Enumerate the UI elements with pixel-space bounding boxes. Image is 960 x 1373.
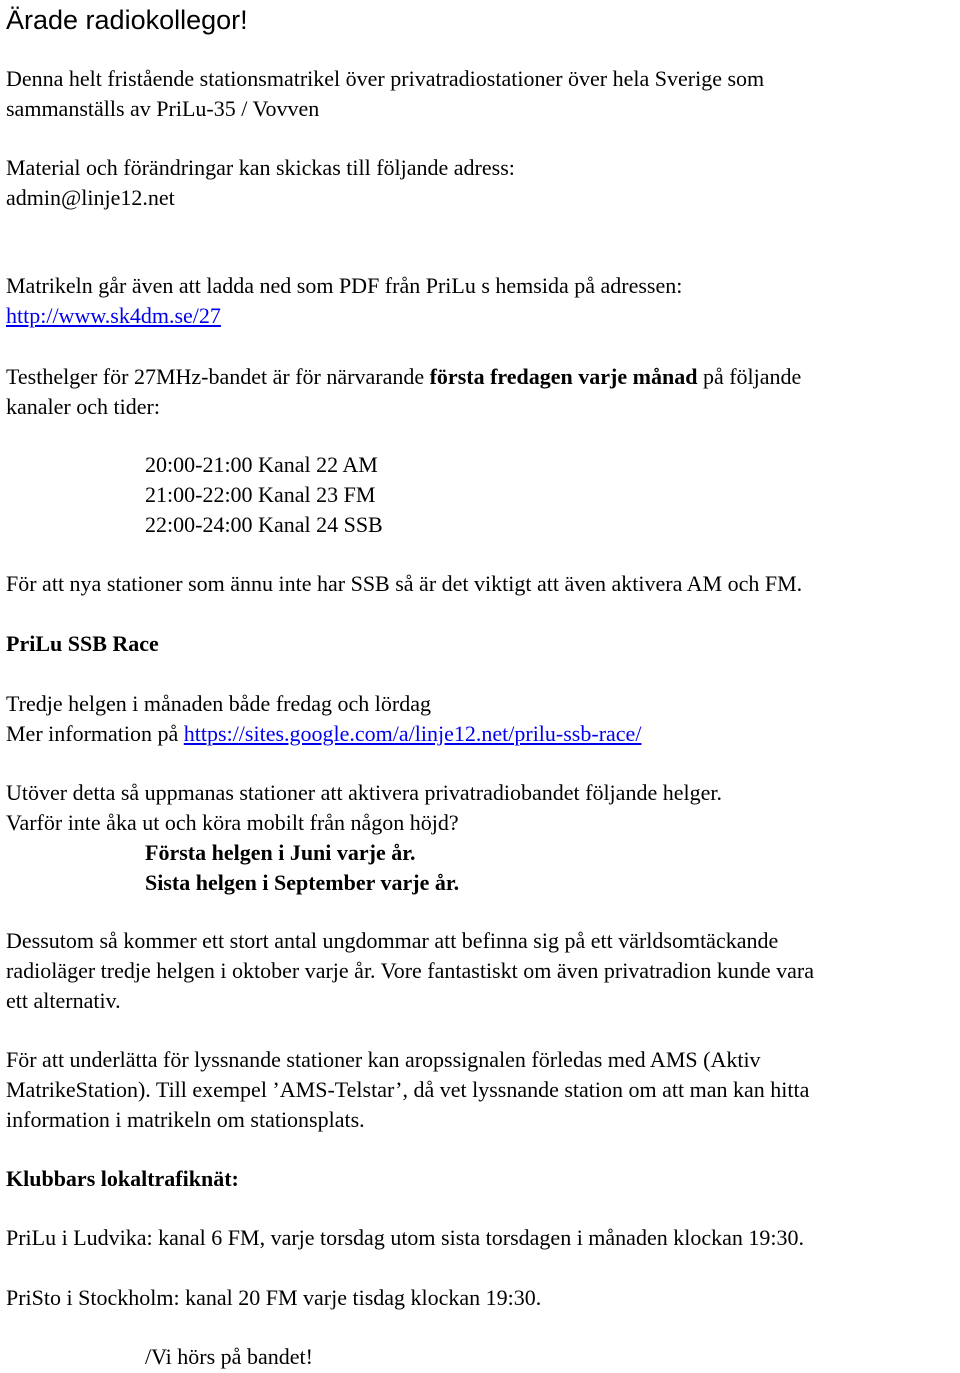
intro-line-1: Denna helt fristående stationsmatrikel över privatradiostationer över hela Sverige som — [6, 66, 765, 91]
race-info-pre: Mer information på — [6, 721, 184, 746]
activate-line-1: Utöver detta så uppmanas stationer att aktivera privatradiobandet följande helger. — [6, 780, 722, 805]
test-text-post: på följande — [697, 364, 802, 389]
club-stockholm: PriSto i Stockholm: kanal 20 FM varje tisdag klockan 19:30. — [6, 1285, 542, 1310]
race-link[interactable]: https://sites.google.com/a/linje12.net/prilu-ssb-race/ — [183, 721, 642, 746]
pdf-link[interactable]: http://www.sk4dm.se/27 — [6, 303, 221, 328]
youth-line-1: Dessutom så kommer ett stort antal ungdommar att befinna sig på ett världsomtäckande — [6, 928, 779, 953]
ams-line-3: information i matrikeln om stationsplats. — [6, 1107, 365, 1132]
youth-line-2: radioläger tredje helgen i oktober varje år. Vore fantastiskt om även privatradion kunde vara — [6, 958, 815, 983]
ams-line-2: MatrikeStation). Till exempel ’AMS-Telstar’, då vet lyssnande station om att man kan hitta — [6, 1077, 810, 1102]
test-paragraph — [6, 362, 801, 392]
intro-line-2: sammanställs av PriLu-35 / Vovven — [6, 96, 320, 121]
test-text-bold: första fredagen varje månad — [429, 364, 698, 389]
activate-line-2: Varför inte åka ut och köra mobilt från någon höjd? — [6, 810, 459, 835]
clubs-title: Klubbars lokaltrafiknät: — [6, 1166, 239, 1191]
test-line-2: kanaler och tider: — [6, 394, 160, 419]
pdf-line: Matrikeln går även att ladda ned som PDF från PriLu s hemsida på adressen: — [6, 273, 683, 298]
ams-line-1: För att underlätta för lyssnande stationer kan aropssignalen förledas med AMS (Aktiv — [6, 1047, 761, 1072]
race-info — [6, 719, 641, 749]
page-title: Ärade radiokollegor! — [6, 5, 248, 35]
test-text-pre: Testhelger för 27MHz-bandet är för närvarande — [6, 364, 430, 389]
club-ludvika: PriLu i Ludvika: kanal 6 FM, varje torsdag utom sista torsdagen i månaden klockan 19:30. — [6, 1225, 804, 1250]
activate-weekend-september: Sista helgen i September varje år. — [145, 870, 460, 895]
signoff: /Vi hörs på bandet! — [145, 1344, 313, 1369]
schedule-item: 21:00-22:00 Kanal 23 FM — [145, 482, 376, 507]
race-line-1: Tredje helgen i månaden både fredag och lördag — [6, 691, 431, 716]
activate-weekend-june: Första helgen i Juni varje år. — [145, 840, 416, 865]
race-title: PriLu SSB Race — [6, 631, 159, 656]
schedule-item: 22:00-24:00 Kanal 24 SSB — [145, 512, 383, 537]
contact-email: admin@linje12.net — [6, 185, 175, 210]
youth-line-3: ett alternativ. — [6, 988, 121, 1013]
contact-line: Material och förändringar kan skickas till följande adress: — [6, 155, 515, 180]
test-note: För att nya stationer som ännu inte har SSB så är det viktigt att även aktivera AM och FM. — [6, 571, 803, 596]
schedule-item: 20:00-21:00 Kanal 22 AM — [145, 452, 378, 477]
